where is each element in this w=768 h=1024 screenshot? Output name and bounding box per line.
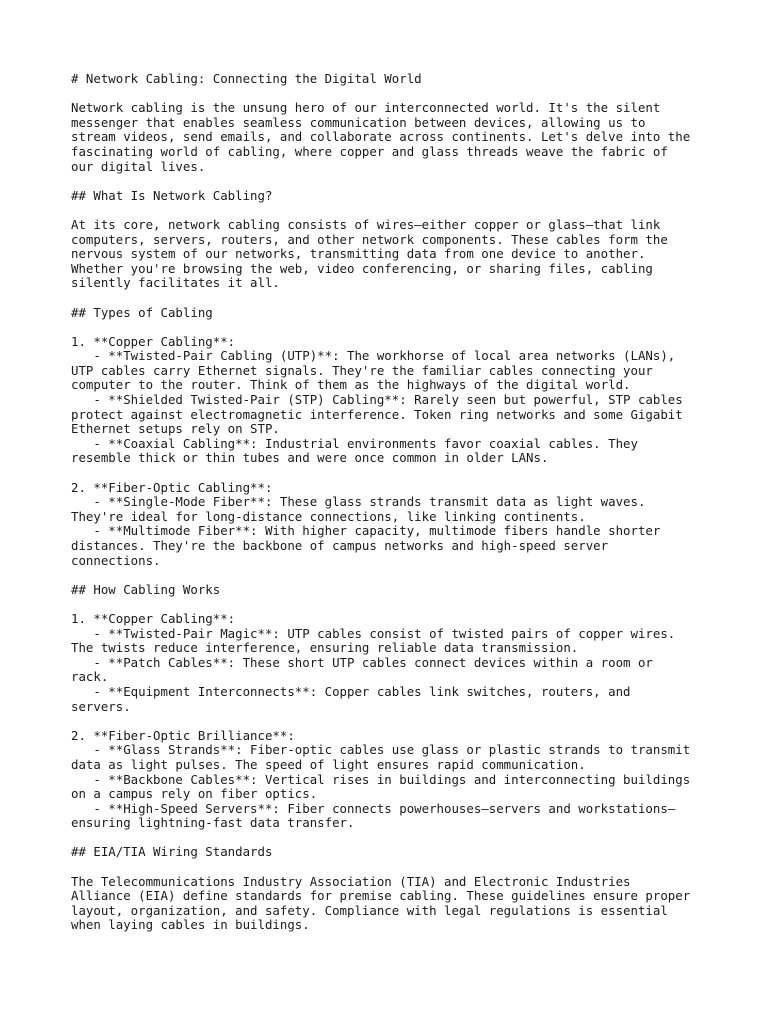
text-line: computer to the router. Think of them as the highways of the digital world.: [71, 377, 631, 393]
blank-line: [71, 87, 721, 102]
list-item: - **Twisted-Pair Cabling (UTP)**: The workhorse of local area networks (LANs),: [71, 348, 676, 364]
text-line: our digital lives.: [71, 158, 206, 174]
text-line: fascinating world of cabling, where copper and glass threads weave the fabric of: [71, 143, 668, 159]
blank-line: [71, 597, 721, 612]
list-item: - **Twisted-Pair Magic**: UTP cables consist of twisted pairs of copper wires.: [71, 625, 676, 641]
list-item: - **Coaxial Cabling**: Industrial environments favor coaxial cables. They: [71, 435, 638, 451]
text-line: computers, servers, routers, and other network components. These cables form the: [71, 231, 668, 247]
text-line: At its core, network cabling consists of wires—either copper or glass—that link: [71, 216, 661, 232]
text-line: Network cabling is the unsung hero of our interconnected world. It's the silent: [71, 100, 661, 116]
list-item: - **Backbone Cables**: Vertical rises in buildings and interconnecting buildings: [71, 771, 691, 787]
numbered-item: 2. **Fiber-Optic Cabling**:: [71, 479, 273, 495]
text-line: on a campus rely on fiber optics.: [71, 786, 318, 802]
blank-line: [71, 466, 721, 481]
section-heading: ## EIA/TIA Wiring Standards: [71, 844, 273, 860]
text-line: ensuring lightning-fast data transfer.: [71, 815, 355, 831]
text-line: data as light pulses. The speed of light ensures rapid communication.: [71, 756, 586, 772]
numbered-item: 1. **Copper Cabling**:: [71, 333, 236, 349]
blank-line: [71, 568, 721, 583]
text-line: The Telecommunications Industry Association (TIA) and Electronic Industries: [71, 873, 631, 889]
numbered-item: 2. **Fiber-Optic Brilliance**:: [71, 727, 295, 743]
text-line: messenger that enables seamless communication between devices, allowing us to: [71, 114, 646, 130]
text-line: resemble thick or thin tubes and were once common in older LANs.: [71, 450, 549, 466]
section-heading: ## Types of Cabling: [71, 304, 213, 320]
document-title: # Network Cabling: Connecting the Digital World: [71, 71, 422, 86]
blank-line: [71, 831, 721, 846]
text-line: stream videos, send emails, and collaborate across continents. Let's delve into the: [71, 129, 691, 145]
text-line: silently facilitates it all.: [71, 275, 280, 291]
text-line: They're ideal for long-distance connections, like linking continents.: [71, 508, 586, 524]
blank-line: [71, 203, 721, 218]
list-item: - **Patch Cables**: These short UTP cables connect devices within a room or: [71, 654, 653, 670]
section-heading: ## How Cabling Works: [71, 581, 221, 597]
list-item: - **Equipment Interconnects**: Copper cables link switches, routers, and: [71, 683, 631, 699]
blank-line: [71, 320, 721, 335]
text-line: Whether you're browsing the web, video conferencing, or sharing files, cabling: [71, 260, 653, 276]
blank-line: [71, 714, 721, 729]
text-line: nervous system of our networks, transmitting data from one device to another.: [71, 246, 646, 262]
numbered-item: 1. **Copper Cabling**:: [71, 610, 236, 626]
section-heading: ## What Is Network Cabling?: [71, 187, 273, 203]
list-item: - **High-Speed Servers**: Fiber connects powerhouses—servers and workstations—: [71, 800, 676, 816]
list-item: - **Single-Mode Fiber**: These glass strands transmit data as light waves.: [71, 494, 646, 510]
text-line: protect against electromagnetic interference. Token ring networks and some Gigabit: [71, 406, 683, 422]
text-line: rack.: [71, 669, 109, 685]
list-item: - **Multimode Fiber**: With higher capacity, multimode fibers handle shorter: [71, 523, 661, 539]
text-line: Ethernet setups rely on STP.: [71, 421, 280, 437]
document-page: [71, 72, 721, 933]
text-line: connections.: [71, 552, 161, 568]
list-item: - **Glass Strands**: Fiber-optic cables use glass or plastic strands to transmit: [71, 742, 691, 758]
text-line: servers.: [71, 698, 131, 714]
text-line: distances. They're the backbone of campus networks and high-speed server: [71, 538, 609, 553]
text-line: UTP cables carry Ethernet signals. They're the familiar cables connecting your: [71, 362, 653, 378]
blank-line: [71, 291, 721, 306]
blank-line: [71, 860, 721, 875]
text-line: The twists reduce interference, ensuring reliable data transmission.: [71, 640, 579, 656]
text-line: Alliance (EIA) define standards for premise cabling. These guidelines ensure proper: [71, 888, 691, 904]
text-line: layout, organization, and safety. Compliance with legal regulations is essential: [71, 902, 668, 918]
text-line: when laying cables in buildings.: [71, 917, 310, 933]
blank-line: [71, 174, 721, 189]
list-item: - **Shielded Twisted-Pair (STP) Cabling**: Rarely seen but powerful, STP cables: [71, 392, 683, 408]
